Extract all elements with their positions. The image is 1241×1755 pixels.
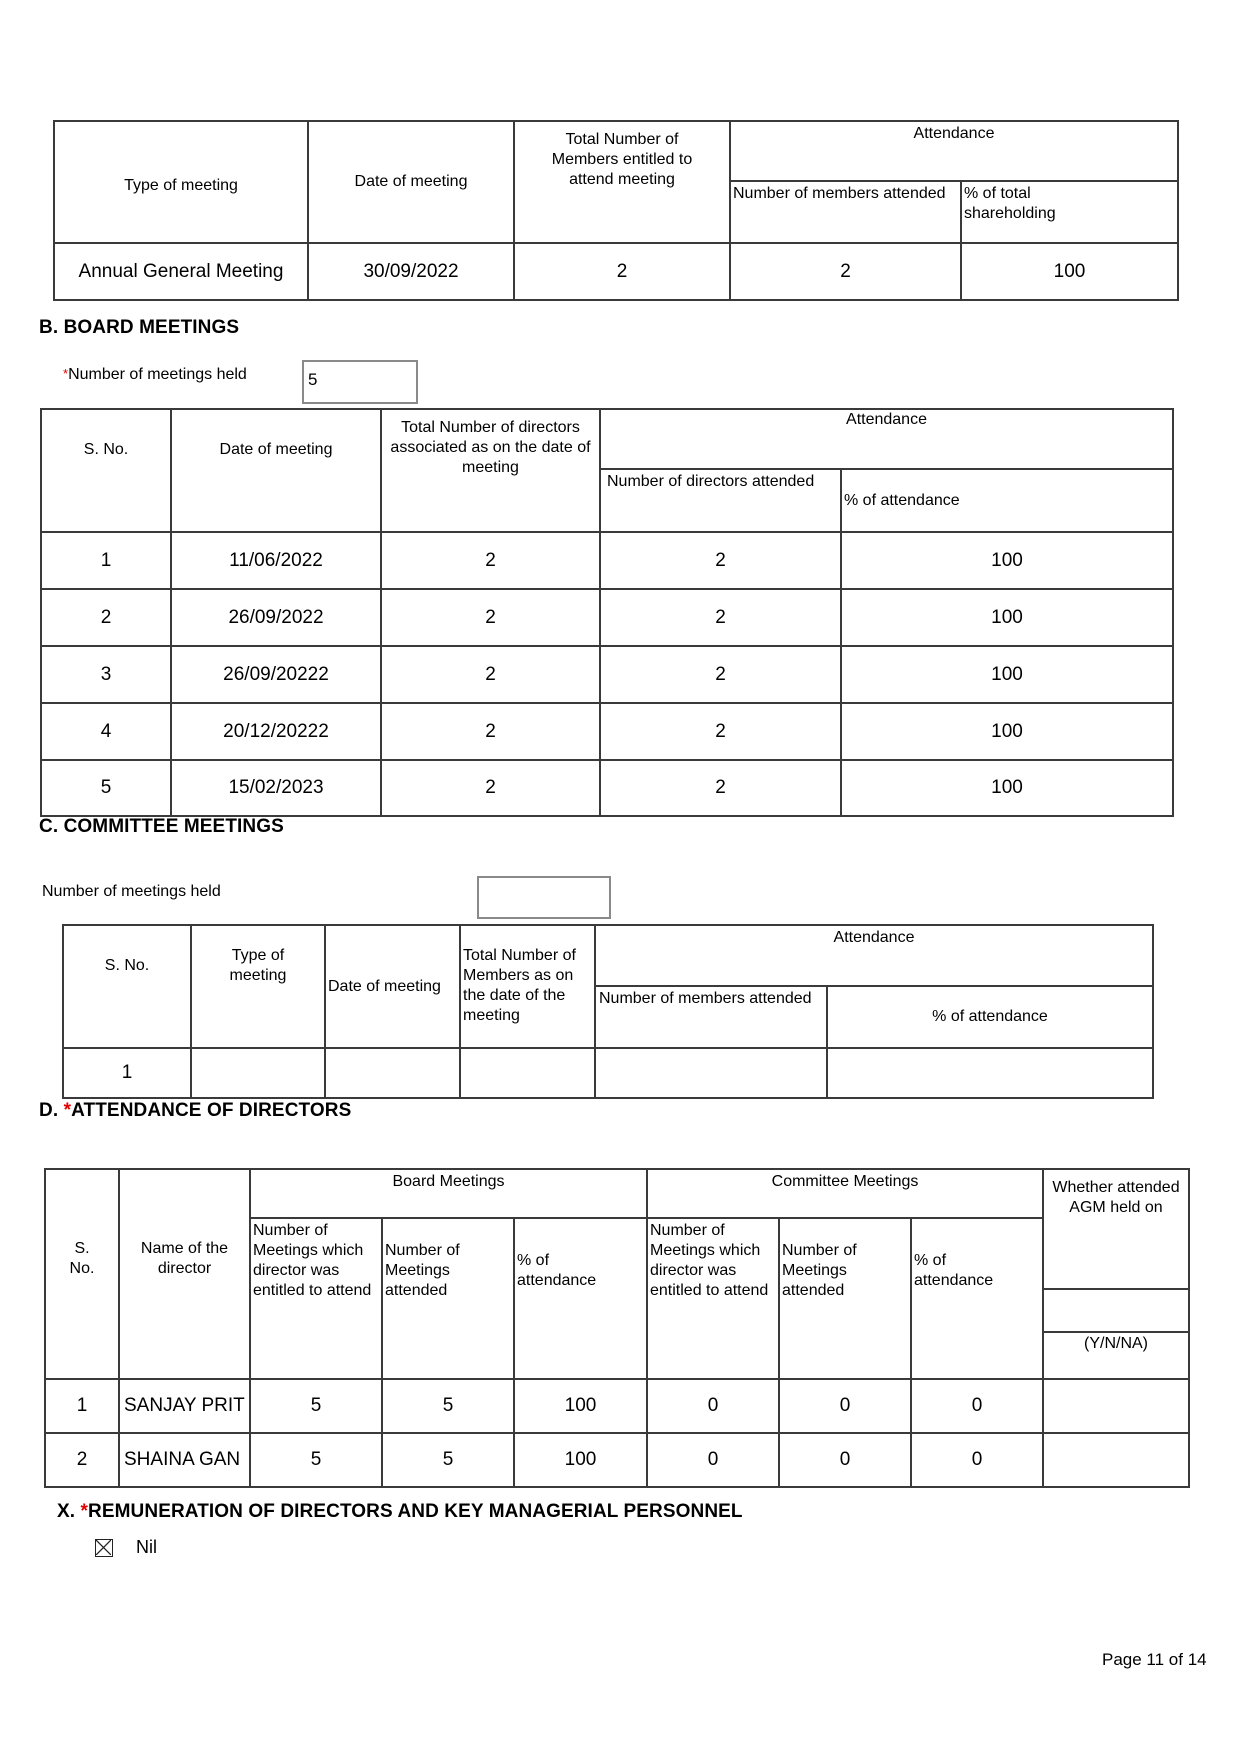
page-indicator: Page 11 of 14 (1102, 1650, 1207, 1669)
header-label: Number of Meetings which director was entitled to attend (253, 1222, 372, 1299)
agm-type-cell (53, 242, 309, 301)
header-attendance (729, 120, 1179, 182)
header-agm-options (1042, 1331, 1190, 1380)
cell-date (170, 588, 382, 647)
cell-agm[interactable] (1042, 1378, 1190, 1434)
section-d-title (39, 1100, 351, 1122)
cell-committee-entitled (646, 1432, 780, 1488)
cell-committee-entitled (646, 1378, 780, 1434)
cell-value: 1 (121, 1062, 133, 1083)
cell-value: 2 (715, 720, 726, 742)
cell-board-pct (513, 1432, 648, 1488)
header-label: (Y/N/NA) (1084, 1335, 1148, 1352)
cell-agm[interactable] (1042, 1432, 1190, 1488)
header-sno (62, 924, 192, 1049)
header-label: Total Number of directors associated as on the date of meeting (390, 419, 591, 476)
cell-pct (840, 531, 1174, 590)
header-label: Attendance (833, 929, 915, 946)
header-label: % of attendance (517, 1252, 597, 1289)
cell-value: 2 (616, 260, 628, 282)
cell-value: 2 (485, 663, 496, 685)
cell-sno (44, 1378, 120, 1434)
cell-value: 2 (485, 549, 496, 571)
header-label: Whether attended AGM held on (1052, 1179, 1180, 1216)
cell-committee-pct (910, 1378, 1044, 1434)
header-label: Number of members attended (733, 185, 946, 202)
header-pct-attendance (826, 985, 1154, 1049)
cell-value: 100 (991, 777, 1023, 798)
cell-value: 2 (485, 777, 496, 798)
cell-committee-attended (778, 1378, 912, 1434)
header-label: Name of the director (140, 1240, 229, 1277)
cell-total (380, 702, 601, 761)
cell-board-attended (381, 1432, 515, 1488)
cell-board-entitled (249, 1378, 383, 1434)
cell-value: 2 (76, 1449, 88, 1470)
agm-pct-cell (960, 242, 1179, 301)
header-total-members (459, 924, 596, 1049)
cell-value: Annual General Meeting (78, 260, 284, 282)
header-label: S. No. (104, 957, 150, 974)
cell-value: 1 (76, 1395, 88, 1416)
section-x-title (57, 1501, 743, 1523)
header-agm-date (1042, 1288, 1190, 1333)
board-meetings-held-label (63, 366, 247, 384)
cell-date (170, 702, 382, 761)
header-attendance (599, 408, 1174, 470)
title-prefix: D. (39, 1100, 64, 1121)
cell-total[interactable] (459, 1047, 596, 1099)
header-members-attended (594, 985, 828, 1049)
header-label: Board Meetings (392, 1173, 505, 1190)
title-text: ATTENDANCE OF DIRECTORS (71, 1100, 352, 1121)
section-b-title: B. BOARD MEETINGS (39, 317, 240, 338)
header-pct-shareholding (960, 180, 1179, 244)
committee-meetings-held-label: Number of meetings held (42, 883, 221, 900)
cell-attended (599, 702, 842, 761)
header-label: Type of meeting (124, 177, 238, 194)
committee-meetings-held-input[interactable] (477, 876, 611, 919)
header-committee-meetings (646, 1168, 1044, 1219)
cell-value: 2 (840, 260, 851, 282)
cell-value: 0 (839, 1449, 851, 1470)
header-board-pct (513, 1217, 648, 1380)
cell-value: 100 (991, 549, 1023, 571)
header-pct-attendance (840, 468, 1174, 533)
cell-value: 0 (839, 1395, 851, 1416)
cell-value: 2 (715, 777, 726, 798)
cell-value: 5 (100, 777, 112, 798)
cell-value: 5 (442, 1395, 454, 1416)
cell-sno (40, 531, 172, 590)
header-label: % of attendance (932, 1008, 1048, 1025)
header-label: Number of directors attended (607, 473, 815, 490)
cell-total (380, 759, 601, 817)
cell-value: 2 (715, 606, 726, 628)
agm-attended-cell (729, 242, 962, 301)
header-sno (44, 1168, 120, 1380)
cell-value: 100 (991, 720, 1023, 742)
header-directors-attended (599, 468, 842, 533)
cell-value: SANJAY PRIT (124, 1395, 245, 1416)
title-text: REMUNERATION OF DIRECTORS AND KEY MANAGERIAL PERSONNEL (88, 1501, 743, 1522)
header-label: Date of meeting (219, 441, 333, 458)
header-label: Total Number of Members as on the date of the meeting (463, 947, 576, 1024)
cell-value: 2 (485, 606, 496, 628)
cell-pct (840, 645, 1174, 704)
cell-attended[interactable] (594, 1047, 828, 1099)
cell-board-entitled (249, 1432, 383, 1488)
header-label: Total Number of Members entitled to attend meeting (551, 131, 693, 188)
cell-board-pct (513, 1378, 648, 1434)
cell-total (380, 588, 601, 647)
header-label: S. No. (69, 1240, 95, 1277)
nil-checkbox[interactable] (95, 1539, 113, 1557)
cell-pct[interactable] (826, 1047, 1154, 1099)
required-marker: * (80, 1501, 89, 1522)
header-label: Number of members attended (599, 990, 812, 1007)
agm-total-cell (513, 242, 731, 301)
header-label: Number of Meetings which director was entitled to attend (650, 1222, 769, 1299)
header-label: Number of Meetings attended (385, 1242, 460, 1299)
header-date (170, 408, 382, 533)
cell-pct (840, 759, 1174, 817)
cell-attended (599, 645, 842, 704)
nil-label: Nil (136, 1537, 157, 1557)
cell-pct (840, 702, 1174, 761)
cell-value: 30/09/2022 (363, 260, 459, 282)
cell-value: 2 (485, 720, 496, 742)
cell-director-name (118, 1378, 251, 1434)
title-prefix: X. (57, 1501, 81, 1522)
cell-value: 26/09/2022 (228, 606, 324, 628)
header-date-of-meeting (307, 120, 515, 244)
agm-date-cell (307, 242, 515, 301)
cell-value: 100 (1053, 260, 1086, 282)
header-type (190, 924, 326, 1049)
cell-board-attended (381, 1378, 515, 1434)
header-total-directors (380, 408, 601, 533)
header-label: Date of meeting (354, 173, 468, 190)
header-label: % of attendance (844, 491, 960, 509)
label-text: Number of meetings held (68, 366, 247, 383)
header-board-entitled (249, 1217, 383, 1380)
cell-date (170, 645, 382, 704)
cell-value: 100 (564, 1395, 597, 1416)
header-committee-entitled (646, 1217, 780, 1380)
cell-attended (599, 759, 842, 817)
cell-value: 5 (442, 1449, 454, 1470)
header-total-members (513, 120, 731, 244)
header-label: Type of meeting (229, 947, 287, 984)
required-marker: * (63, 1100, 72, 1121)
header-label: Number of Meetings attended (782, 1242, 857, 1299)
cell-sno (40, 645, 172, 704)
cell-sno (62, 1047, 192, 1099)
cell-committee-attended (778, 1432, 912, 1488)
cell-sno (44, 1432, 120, 1488)
cell-date (170, 531, 382, 590)
checked-x-icon (96, 1540, 111, 1555)
header-attendance (594, 924, 1154, 987)
cell-value: 4 (100, 720, 112, 742)
header-committee-pct (910, 1217, 1044, 1380)
header-sno (40, 408, 172, 533)
header-name (118, 1168, 251, 1380)
header-agm (1042, 1168, 1190, 1290)
required-marker: * (63, 366, 69, 381)
cell-value: 1 (100, 549, 112, 571)
header-label: % of attendance (914, 1252, 994, 1289)
cell-value: 0 (971, 1395, 983, 1416)
cell-value: 15/02/2023 (228, 777, 324, 798)
cell-total (380, 645, 601, 704)
header-members-attended (729, 180, 962, 244)
cell-value: 100 (991, 606, 1023, 628)
cell-value: 2 (100, 606, 112, 628)
section-c-title: C. COMMITTEE MEETINGS (39, 816, 284, 837)
cell-value: 100 (991, 663, 1023, 685)
header-label: Attendance (913, 125, 995, 142)
cell-pct (840, 588, 1174, 647)
header-label: S. No. (83, 441, 129, 458)
header-label: Committee Meetings (771, 1173, 919, 1190)
cell-value: 2 (715, 549, 726, 571)
cell-committee-pct (910, 1432, 1044, 1488)
cell-value: 0 (971, 1449, 983, 1470)
cell-attended (599, 531, 842, 590)
cell-value: SHAINA GAN (124, 1449, 241, 1470)
cell-value: 5 (310, 1395, 322, 1416)
cell-attended (599, 588, 842, 647)
cell-value: 0 (707, 1395, 719, 1416)
cell-value: 0 (707, 1449, 719, 1470)
header-committee-attended (778, 1217, 912, 1380)
header-label: % of total shareholding (964, 185, 1056, 222)
cell-value: 3 (100, 663, 112, 685)
header-label: Attendance (846, 411, 927, 428)
header-date (324, 924, 461, 1049)
cell-sno (40, 759, 172, 817)
header-type-of-meeting (53, 120, 309, 244)
cell-date (170, 759, 382, 817)
cell-value: 20/12/20222 (223, 720, 329, 742)
header-label: Date of meeting (328, 977, 441, 995)
cell-value: 2 (715, 663, 726, 685)
cell-date[interactable] (324, 1047, 461, 1099)
header-board-attended (381, 1217, 515, 1380)
cell-value: 5 (310, 1449, 322, 1470)
cell-sno (40, 588, 172, 647)
cell-value: 100 (564, 1449, 597, 1470)
cell-value: 26/09/20222 (223, 663, 329, 685)
header-board-meetings (249, 1168, 648, 1219)
board-meetings-held-input[interactable]: 5 (302, 360, 418, 404)
cell-sno (40, 702, 172, 761)
cell-value: 11/06/2022 (229, 549, 323, 571)
cell-director-name (118, 1432, 251, 1488)
cell-total (380, 531, 601, 590)
cell-type[interactable] (190, 1047, 326, 1099)
